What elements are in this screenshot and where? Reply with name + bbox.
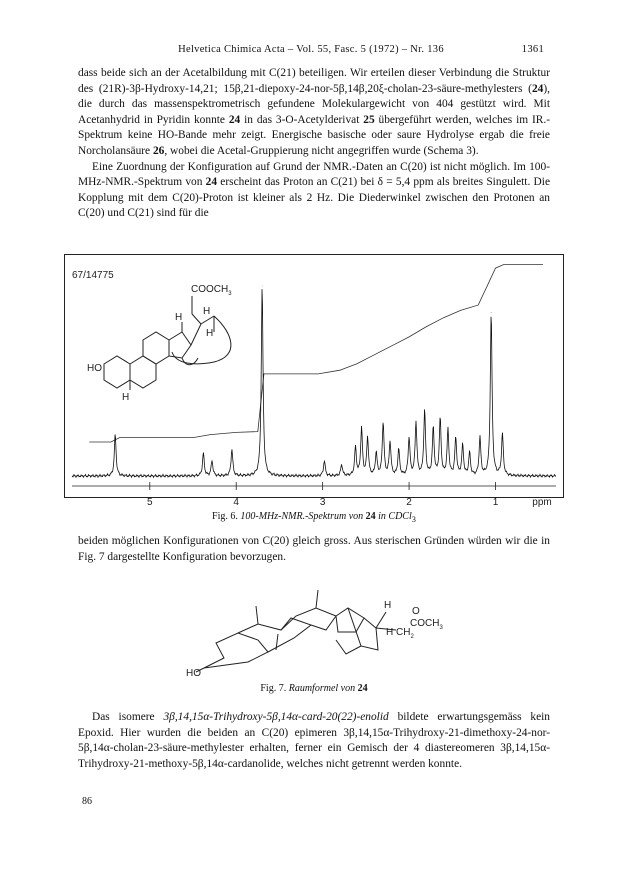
spectrum-frame [65,255,564,498]
tick-label-2: 2 [406,497,412,508]
page-number: 1361 [521,44,544,55]
peak-16 [424,411,425,412]
peak-1 [203,453,204,454]
ch2-label: $CH_2$ [396,627,414,640]
spectrum-trace [72,289,556,477]
h-label-1: H [175,312,183,323]
peak-6 [341,464,342,465]
integral-curve [89,264,543,442]
peak-10 [376,453,377,454]
tick-label-4: 4 [233,497,239,508]
peak-0 [115,434,116,435]
axis-unit-label: ppm [532,497,552,508]
peak-2 [212,461,213,462]
journal-line: Helvetica Chimica Acta – Vol. 55, Fasc. 5 (1972) – Nr. 136 [178,44,444,55]
peak-24 [491,312,492,313]
folio-number: 86 [82,796,92,807]
integral-layer [89,264,543,442]
paragraph-2: Eine Zuordnung der Konfiguration auf Grund der NMR.-Daten an C(20) ist nicht möglich. Im 100-MHz-NMR.-Spektrum von 24 erscheint das Proton an C(21) bei δ = 5,4 ppm als breites Singulett. Die Kopplung mit dem C(20)-Proton ist kleiner als 2 Hz. Die Diederwinkel zwischen den Protonen an C(20) und C(21) sind für die [78,160,550,220]
figure-6-caption: Fig. 6. 100-MHz-NMR.-Spektrum von 24 in CDCl$_3$ [212,511,416,524]
peak-11 [383,423,384,424]
h-mid-label: H [386,627,394,638]
steroid-skeleton [196,590,396,672]
tick-label-5: 5 [147,497,153,508]
peak-19 [448,430,449,431]
peak-21 [462,445,463,446]
body-text-top [78,66,550,222]
peak-9 [367,438,368,439]
peak-15 [416,423,417,424]
cooch3-label-7: $COCH_3$ [410,618,443,631]
peak-13 [398,449,399,450]
h-label-4: H [122,392,130,403]
paragraph-4: Das isomere 3β,14,15α-Trihydroxy-5β,14α-card-20(22)-enolid bildete erwartungsgemäss kein Epoxid. Hier wurden die beiden an C(20) epimeren 3β,14,15α-Trihydroxy-21-dimethoxy-24-nor-5β,14α-cholan-23-säure-methylester erhalten, ferner ein Gemisch der 4 diastereomeren 3β,14,15α-Trihydroxy-21-methoxy-5β,14α-cardanolide, welches nicht getrennt werden konnte. [78,711,550,770]
peak-8 [361,428,362,429]
peak-12 [390,442,391,443]
paragraph-3: beiden möglichen Konfigurationen von C(20) gleich gross. Aus sterischen Gründen würden wir die in Fig. 7 dargestellte Konfiguration bevorzugen. [78,535,550,563]
spectrum-trace-layer [72,286,556,478]
peak-22 [469,453,470,454]
paragraph-1: dass beide sich an der Acetalbildung mit C(21) beteiligen. Wir erteilen dieser Verbindung die Struktur des (21R)-3β-Hydroxy-14,21; 15β,21-diepoxy-24-nor-5β,14β,20ξ-cholan-23-säure-methylesters (24), die durch das massenspektrometrisch gefundene Molekulargewicht von 404 gestützt wird. Mit Acetanhydrid in Pyridin konnte 24 in das 3-O-Acetylderivat 25 übergeführt werden, welches im IR.-Spektrum keine HO-Bande mehr zeigt. Energische basische oder saure Hydrolyse ergab die freie Norcholansäure 26, wobei die Acetal-Gruppierung nicht angegriffen wurde (Schema 3). [78,67,550,157]
peak-4 [262,286,263,287]
peak-14 [409,438,410,439]
peak-3 [232,449,233,450]
tick-label-3: 3 [319,497,326,508]
peak-17 [433,428,434,429]
structure-24-3d-figure [186,588,456,680]
peak-23 [480,438,481,439]
spectrum-id: 67/14775 [72,270,114,281]
carbonyl-o-label: O [412,606,420,617]
tick-label-1: 1 [492,497,499,508]
peak-20 [455,438,456,439]
h-label-2: H [203,306,211,317]
peak-7 [355,447,356,448]
peak-25 [502,434,503,435]
structure-24-inset [104,296,231,390]
h-label-3: H [206,328,214,339]
ho-label-7: HO [186,668,201,679]
ho-label: HO [87,363,102,374]
ppm-axis [72,482,556,508]
cooch3-label: $COOCH_3$ [191,284,232,297]
peak-18 [440,419,441,420]
h-top-label: H [384,600,392,611]
nmr-spectrum-figure [64,254,564,508]
figure-7-caption: Fig. 7. Raumformel von 24 [260,683,368,694]
peak-5 [324,461,325,462]
